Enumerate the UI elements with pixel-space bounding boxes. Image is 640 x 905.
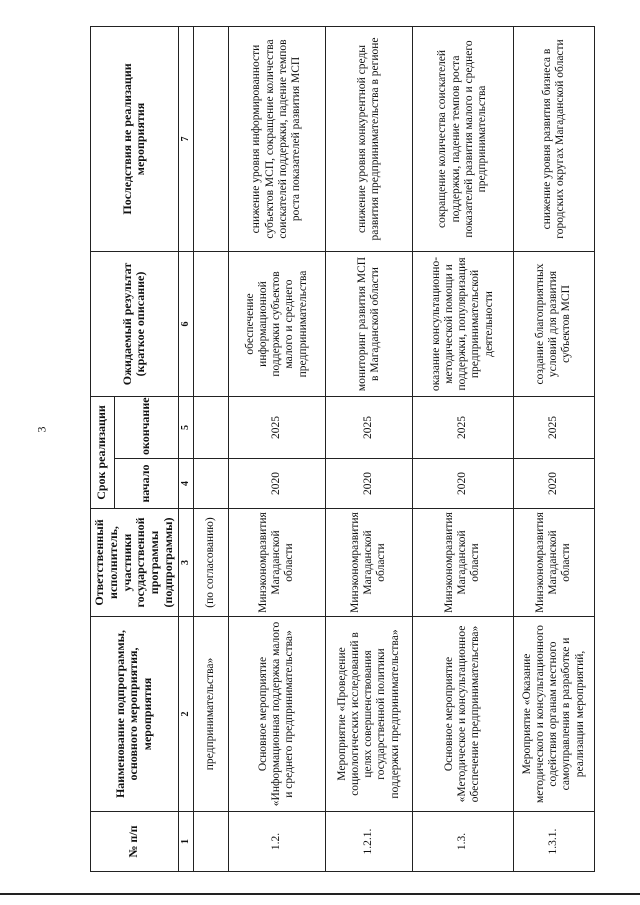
col-number-3: 3 (178, 509, 193, 617)
cell-executor: Минэкономразвития Магаданской области (412, 509, 513, 617)
cell-num: 1.2.1. (325, 812, 412, 872)
header-end: окончание (114, 396, 178, 458)
page-number: 3 (34, 426, 49, 433)
cell-consequences: снижение уровня информированности субъектов МСП, сокращение количества соискателей поддержки, падение темпов роста показателей развития МСП (228, 26, 325, 251)
cell-consequences: снижение уровня конкурентной среды развития предпринимательства в регионе (325, 26, 412, 251)
col-number-5: 5 (178, 396, 193, 458)
table-row (513, 26, 594, 871)
col-number-4: 4 (178, 459, 193, 509)
header-name: Наименование подпрограммы, основного мероприятия, мероприятия (91, 617, 179, 812)
cell-result: оказание консультационно-методической помощи и поддержки, популяризация предпринимательской деятельности (412, 251, 513, 396)
cell-result: мониторинг развития МСП в Магаданской области (325, 251, 412, 396)
table-row (325, 26, 412, 871)
cell-name: Мероприятие «Оказание методического и консультационного содействия органам местного самоуправления в разработке и реализации мероприятий, (513, 617, 594, 812)
cell-num: 1.3.1. (513, 812, 594, 872)
cell-name: Основное мероприятие «Методическое и консультационное обеспечение предпринимательства» (412, 617, 513, 812)
cell-end (193, 396, 228, 458)
cell-result (193, 251, 228, 396)
col-number-2: 2 (178, 617, 193, 812)
cell-result: обеспечение информационной поддержки субъектов малого и среднего предпринимательства (228, 251, 325, 396)
cell-start: 2020 (228, 459, 325, 509)
cell-consequences (193, 26, 228, 251)
table-row (228, 26, 325, 871)
cell-end: 2025 (228, 396, 325, 458)
cell-start: 2020 (412, 459, 513, 509)
cell-name: предпринимательства» (193, 617, 228, 812)
table-row (193, 26, 228, 871)
program-measures-table (90, 26, 595, 872)
page-bottom-divider (0, 893, 640, 895)
header-executor: Ответственный исполнитель, участники государственной программы (подпрограммы) (91, 509, 179, 617)
rotated-table-container (90, 27, 590, 872)
table-row (412, 26, 513, 871)
col-number-7: 7 (178, 26, 193, 251)
cell-executor: Минэкономразвития Магаданской области (325, 509, 412, 617)
cell-name: Мероприятие «Проведение социологических исследований в целях совершенствования государственной политики поддержки предпринимательства» (325, 617, 412, 812)
cell-end: 2025 (513, 396, 594, 458)
cell-executor: Минэкономразвития Магаданской области (513, 509, 594, 617)
cell-name: Основное мероприятие «Информационная поддержка малого и среднего предпринимательства» (228, 617, 325, 812)
header-consequences: Последствия не реализации мероприятия (91, 26, 179, 251)
cell-consequences: снижение уровня развития бизнеса в городских округах Магаданской области (513, 26, 594, 251)
cell-start (193, 459, 228, 509)
column-number-row (178, 26, 193, 871)
cell-num: 1.3. (412, 812, 513, 872)
cell-num: 1.2. (228, 812, 325, 872)
header-result: Ожидаемый результат (краткое описание) (91, 251, 179, 396)
header-row-top (91, 26, 115, 871)
cell-num (193, 812, 228, 872)
cell-executor: (по согласованию) (193, 509, 228, 617)
col-number-6: 6 (178, 251, 193, 396)
cell-start: 2020 (325, 459, 412, 509)
cell-end: 2025 (325, 396, 412, 458)
cell-result: создание благоприятных условий для развития субъектов МСП (513, 251, 594, 396)
cell-consequences: сокращение количества соискателей поддержки, падение темпов роста показателей развития малого и среднего предпринимательства (412, 26, 513, 251)
cell-end: 2025 (412, 396, 513, 458)
col-number-1: 1 (178, 812, 193, 872)
header-period: Срок реализации (91, 396, 115, 508)
cell-executor: Минэкономразвития Магаданской области (228, 509, 325, 617)
header-start: начало (114, 459, 178, 509)
cell-start: 2020 (513, 459, 594, 509)
header-num: № п/п (91, 812, 179, 872)
